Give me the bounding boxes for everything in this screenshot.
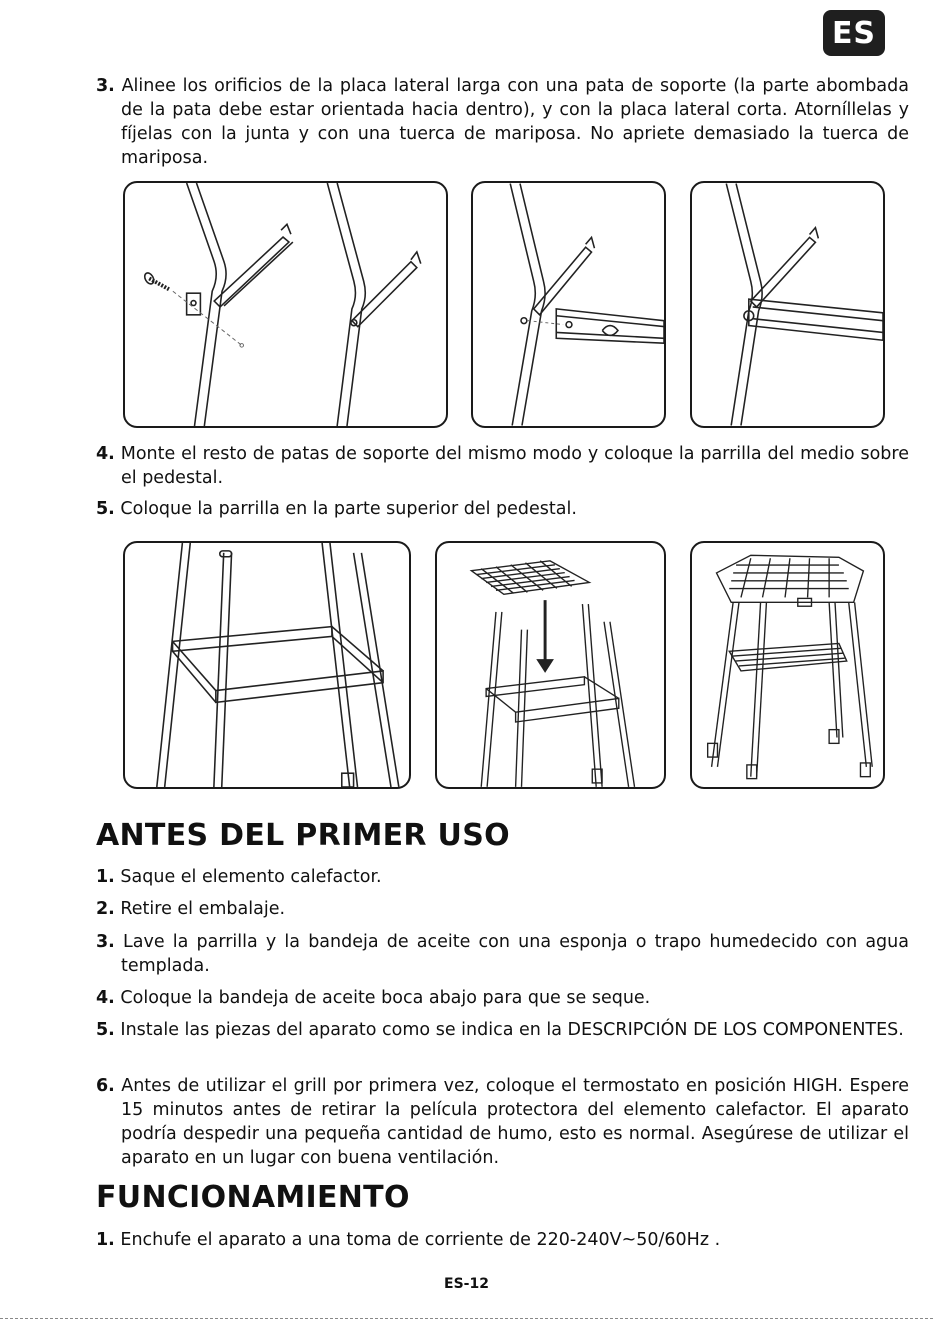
short-plate-wingnut-diagram — [473, 183, 664, 426]
illustration-attach-short-plate — [471, 181, 666, 428]
step-number: 1. — [96, 867, 115, 887]
step-text: Coloque la parrilla en la parte superior del pedestal. — [120, 499, 577, 519]
step-number: 6. — [96, 1076, 115, 1096]
joined-plates-diagram — [692, 183, 883, 426]
step-text: Enchufe el aparato a una toma de corriente de 220-240V~50/60Hz . — [120, 1230, 721, 1250]
step-text: Instale las piezas del aparato como se indica en la DESCRIPCIÓN DE LOS COMPONENTES. — [120, 1020, 904, 1040]
step-text: Antes de utilizar el grill por primera vez, coloque el termostato en posición HIGH. Espere 15 minutos antes de retirar la película protectora del elemento calefactor. El aparato podría despedir una pequeña cantidad de humo, esto es normal. Asegúrese de utilizar el aparato en un lugar con buena ventilación. — [121, 1076, 909, 1168]
section-heading-operation: FUNCIONAMIENTO — [96, 1180, 410, 1215]
illustration-place-grill — [435, 541, 666, 789]
operation-step-1 — [96, 1228, 909, 1252]
assembly-step-4 — [96, 442, 909, 490]
assembly-step-3 — [96, 74, 909, 170]
before-use-step-5 — [96, 1018, 909, 1042]
step-text: Alinee los orificios de la placa lateral larga con una pata de soporte (la parte abombada de la pata debe estar orientada hacia dentro), y con la placa lateral corta. Atorníllelas y fíjelas con la junta y con una tuerca de mariposa. No apriete demasiado la tuerca de mariposa. — [121, 76, 909, 168]
step-text: Lave la parrilla y la bandeja de aceite con una esponja o trapo humedecido con agua templada. — [121, 932, 909, 976]
page-number: ES-12 — [444, 1276, 489, 1292]
step-text: Saque el elemento calefactor. — [120, 867, 382, 887]
step-number: 5. — [96, 499, 115, 519]
complete-grill-diagram — [692, 543, 883, 787]
illustration-assembled-stand — [123, 541, 411, 789]
before-use-step-1 — [96, 865, 909, 889]
illustration-complete-grill — [690, 541, 885, 789]
illustration-align-plate — [123, 181, 448, 428]
leg-plate-screw-diagram — [125, 183, 446, 426]
step-text: Monte el resto de patas de soporte del mismo modo y coloque la parrilla del medio sobre el pedestal. — [120, 444, 909, 488]
before-use-step-6 — [96, 1074, 909, 1170]
step-number: 3. — [96, 76, 115, 96]
step-number: 1. — [96, 1230, 115, 1250]
step-text: Coloque la bandeja de aceite boca abajo para que se seque. — [120, 988, 651, 1008]
step-number: 4. — [96, 444, 115, 464]
illustration-plates-joined — [690, 181, 885, 428]
step-text: Retire el embalaje. — [120, 899, 286, 919]
section-heading-before-first-use: ANTES DEL PRIMER USO — [96, 818, 510, 853]
step-number: 4. — [96, 988, 115, 1008]
place-grill-arrow-diagram — [437, 543, 664, 787]
step-number: 2. — [96, 899, 115, 919]
language-badge: ES — [823, 10, 885, 56]
step-number: 3. — [96, 932, 115, 952]
assembly-step-5 — [96, 497, 909, 521]
before-use-step-2 — [96, 897, 909, 921]
before-use-step-4 — [96, 986, 909, 1010]
before-use-step-3 — [96, 930, 909, 978]
assembled-stand-diagram — [125, 543, 409, 787]
page-bottom-rule — [0, 1318, 933, 1319]
step-number: 5. — [96, 1020, 115, 1040]
